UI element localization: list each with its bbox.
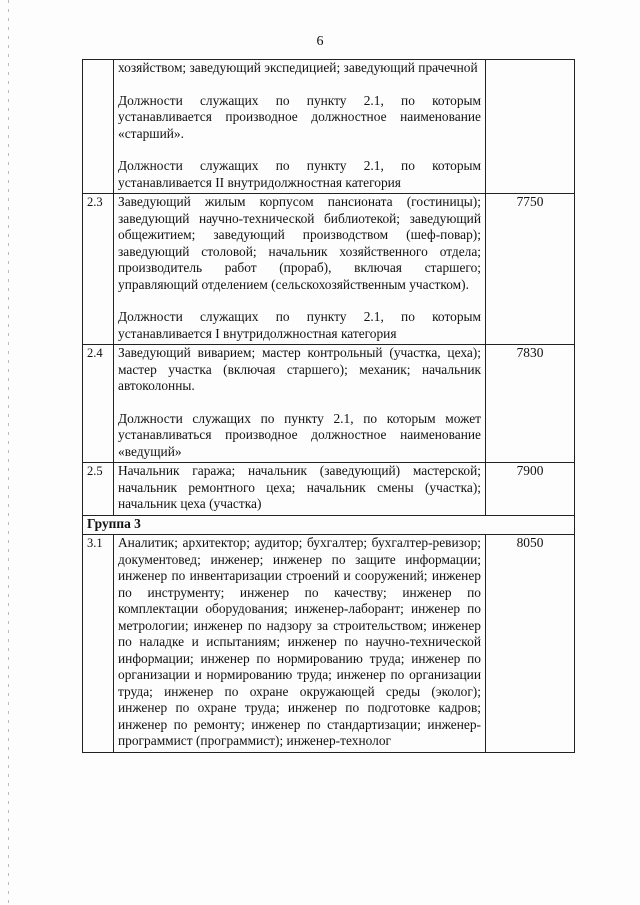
salary-value: 7750	[486, 194, 575, 345]
table-row	[83, 463, 575, 516]
salary-value: 7830	[486, 345, 575, 463]
salary-table	[82, 59, 575, 753]
paragraph: Заведующий жилым корпусом пансионата (гостиницы); заведующий научно-технической библиотекой; заведующий общежитием; заведующий производством (шеф-повар); заведующий столовой; начальник хозяйственного отдела; производитель работ (прораб), включая старшего; управляющий отделением (сельскохозяйственным участком).	[118, 194, 481, 292]
paragraph: Заведующий виварием; мастер контрольный (участка, цеха); мастер участка (включая старшего); механик; начальник автоколонны.	[118, 345, 481, 393]
scan-edge	[8, 0, 9, 905]
paragraph: Начальник гаража; начальник (заведующий) мастерской; начальник ремонтного цеха; начальник смены (участка); начальник цеха (участка)	[118, 463, 481, 511]
table-row	[83, 60, 575, 194]
position-description	[114, 194, 486, 345]
row-number: 3.1	[83, 535, 114, 753]
position-description	[114, 463, 486, 516]
table-row	[83, 345, 575, 463]
page-number: 6	[316, 34, 324, 49]
salary-value: 8050	[486, 535, 575, 753]
row-number: 2.5	[83, 463, 114, 516]
position-description: Аналитик; архитектор; аудитор; бухгалтер; бухгалтер-ревизор; документовед; инженер; инженер по защите информации; инженер по инвентаризации строений и сооружений; инженер по инструменту; инженер по качеству; инженер по комплектации оборудования; инженер-лаборант; инженер по метрологии; инженер по надзору за строительством; инженер по наладке и испытаниям; инженер по научно-технической информации; инженер по нормированию труда; инженер по организации и нормированию труда; инженер по организации труда; инженер по охране окружающей среды (эколог); инженер по охране труда; инженер по подготовке кадров; инженер по ремонту; инженер по стандартизации; инженер-программист (программист); инженер-технолог	[114, 535, 486, 753]
table-row	[83, 535, 575, 753]
salary-value	[486, 60, 575, 194]
position-description	[114, 60, 486, 194]
position-description	[114, 345, 486, 463]
row-number: 2.3	[83, 194, 114, 345]
paragraph: Должности служащих по пункту 2.1, по которым устанавливается I внутридолжностная категория	[118, 309, 481, 341]
salary-value: 7900	[486, 463, 575, 516]
paragraph: Должности служащих по пункту 2.1, по которым устанавливается II внутридолжностная категория	[118, 158, 481, 190]
paragraph: хозяйством; заведующий экспедицией; заведующий прачечной	[118, 60, 478, 75]
row-number	[83, 60, 114, 194]
row-number: 2.4	[83, 345, 114, 463]
paragraph: Должности служащих по пункту 2.1, по которым устанавливается производное должностное наименование «старший».	[118, 92, 481, 141]
table-row	[83, 194, 575, 345]
group-title: Группа 3	[83, 515, 575, 535]
group-header-row	[83, 515, 575, 535]
paragraph: Должности служащих по пункту 2.1, по которым может устанавливаться производное должностное наименование «ведущий»	[118, 410, 481, 459]
